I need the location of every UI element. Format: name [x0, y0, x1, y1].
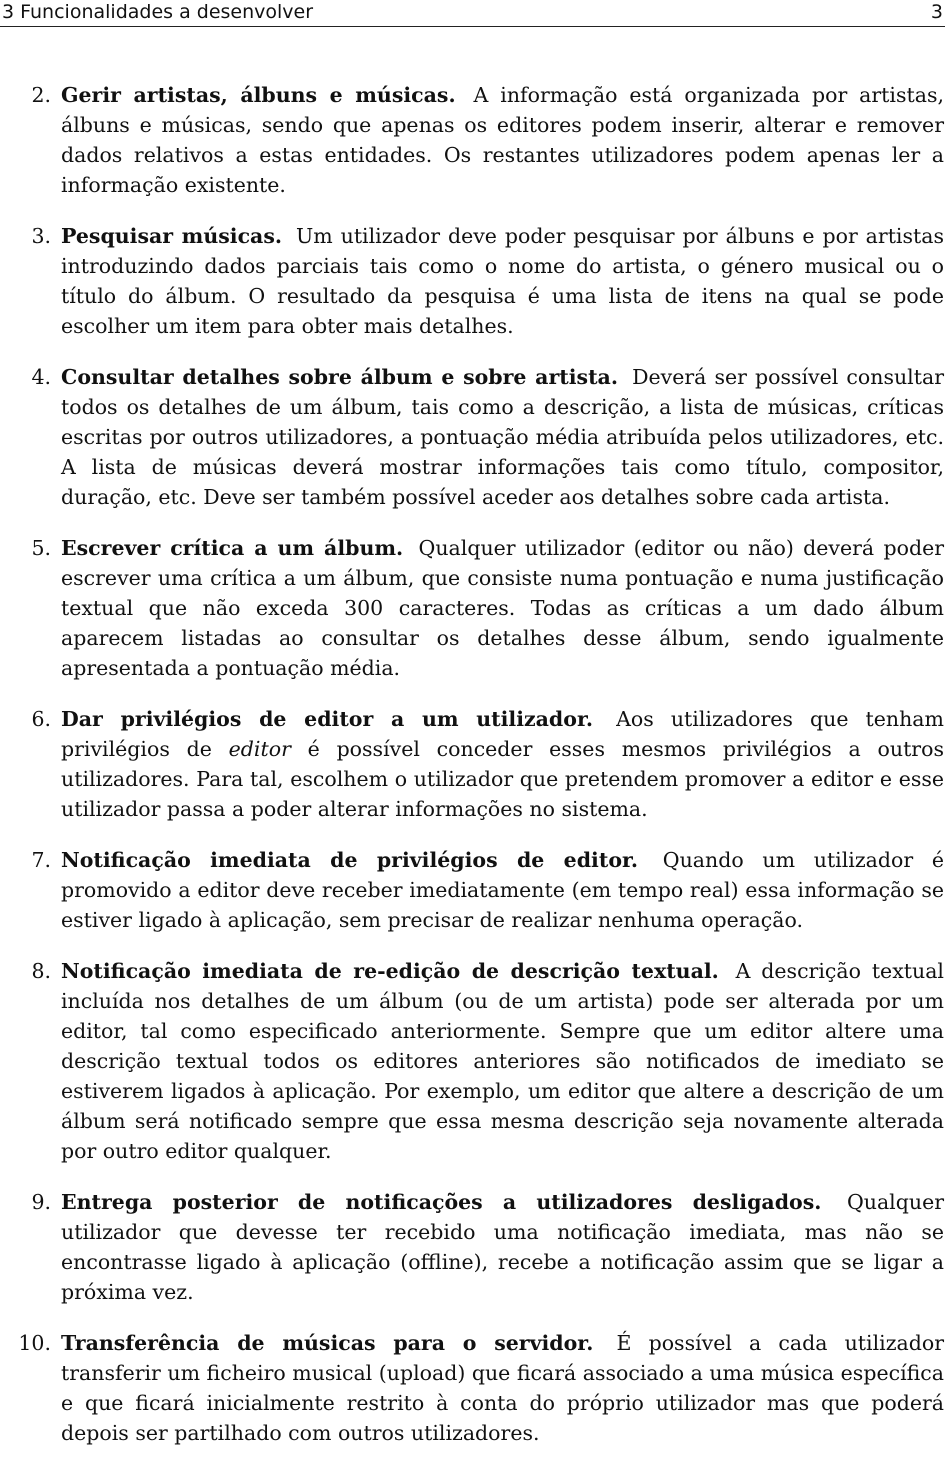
item-text: É possível a cada utilizador transferir um ficheiro musical (upload) que ficará associado a uma música específica e que ficará inicialmente restrito à conta do próprio utilizador mas que poderá depois ser partilhado com outros utilizadores. [61, 1331, 944, 1445]
item-number: 5. [31, 536, 51, 560]
item-title: Notificação imediata de privilégios de editor. [61, 848, 639, 872]
item-title: Transferência de músicas para o servidor. [61, 1331, 594, 1355]
item-number: 7. [31, 848, 51, 872]
list-item [0, 1328, 945, 1448]
item-number: 4. [31, 365, 51, 389]
item-number: 2. [31, 83, 51, 107]
item-text-after: é possível conceder esses mesmos privilégios a outros utilizadores. Para tal, escolhem o utilizador que pretendem promover a editor e esse utilizador passa a poder alterar informações no sistema. [61, 737, 944, 821]
list-item [0, 362, 945, 512]
page-number: 3 [930, 1, 943, 23]
item-text: Quando um utilizador é promovido a editor deve receber imediatamente (em tempo real) essa informação se estiver ligado à aplicação, sem precisar de realizar nenhuma operação. [61, 848, 944, 932]
item-number: 10. [18, 1331, 51, 1355]
list-item [0, 704, 945, 824]
item-number: 8. [31, 959, 51, 983]
list-item [0, 221, 945, 341]
list-item [0, 80, 945, 200]
item-title: Dar privilégios de editor a um utilizador. [61, 707, 593, 731]
list-item [0, 956, 945, 1166]
item-text: Um utilizador deve poder pesquisar por álbuns e por artistas introduzindo dados parciais tais como o nome do artista, o género musical ou o título do álbum. O resultado da pesquisa é uma lista de itens na qual se pode escolher um item para obter mais detalhes. [61, 224, 944, 338]
list-item [0, 845, 945, 935]
item-text: Deverá ser possível consultar todos os detalhes de um álbum, tais como a descrição, a lista de músicas, críticas escritas por outros utilizadores, a pontuação média atribuída pelos utilizadores, etc. A lista de músicas deverá mostrar informações tais como título, compositor, duração, etc. Deve ser também possível aceder aos detalhes sobre cada artista. [61, 365, 944, 509]
item-number: 3. [31, 224, 51, 248]
item-text: A descrição textual incluída nos detalhes de um álbum (ou de um artista) pode ser alterada por um editor, tal como especificado anteriormente. Sempre que um editor altere uma descrição textual todos os editores anteriores são notificados de imediato se estiverem ligados à aplicação. Por exemplo, um editor que altere a descrição de um álbum será notificado sempre que essa mesma descrição seja novamente alterada por outro editor qualquer. [61, 959, 944, 1163]
item-text: Qualquer utilizador que devesse ter recebido uma notificação imediata, mas não se encontrasse ligado à aplicação (offline), recebe a notificação assim que se ligar a próxima vez. [61, 1190, 944, 1304]
item-title: Gerir artistas, álbuns e músicas. [61, 83, 456, 107]
item-title: Entrega posterior de notificações a utilizadores desligados. [61, 1190, 822, 1214]
section-title: 3 Funcionalidades a desenvolver [2, 1, 314, 23]
item-number: 6. [31, 707, 51, 731]
requirements-list [0, 80, 945, 1469]
item-text: Qualquer utilizador (editor ou não) deverá poder escrever uma crítica a um álbum, que consiste numa pontuação e numa justificação textual que não exceda 300 caracteres. Todas as críticas a um dado álbum aparecem listadas ao consultar os detalhes desse álbum, sendo igualmente apresentada a pontuação média. [61, 536, 944, 680]
running-header [0, 0, 945, 27]
item-title: Notificação imediata de re-edição de descrição textual. [61, 959, 719, 983]
item-title: Pesquisar músicas. [61, 224, 283, 248]
item-number: 9. [31, 1190, 51, 1214]
item-emphasis: editor [228, 737, 291, 761]
item-title: Consultar detalhes sobre álbum e sobre artista. [61, 365, 618, 389]
item-title: Escrever crítica a um álbum. [61, 536, 404, 560]
item-text-before: Aos utilizadores que tenham privilégios de [61, 707, 944, 761]
list-item [0, 1187, 945, 1307]
item-text: A informação está organizada por artistas, álbuns e músicas, sendo que apenas os editores podem inserir, alterar e remover dados relativos a estas entidades. Os restantes utilizadores podem apenas ler a informação existente. [61, 83, 944, 197]
list-item [0, 533, 945, 683]
